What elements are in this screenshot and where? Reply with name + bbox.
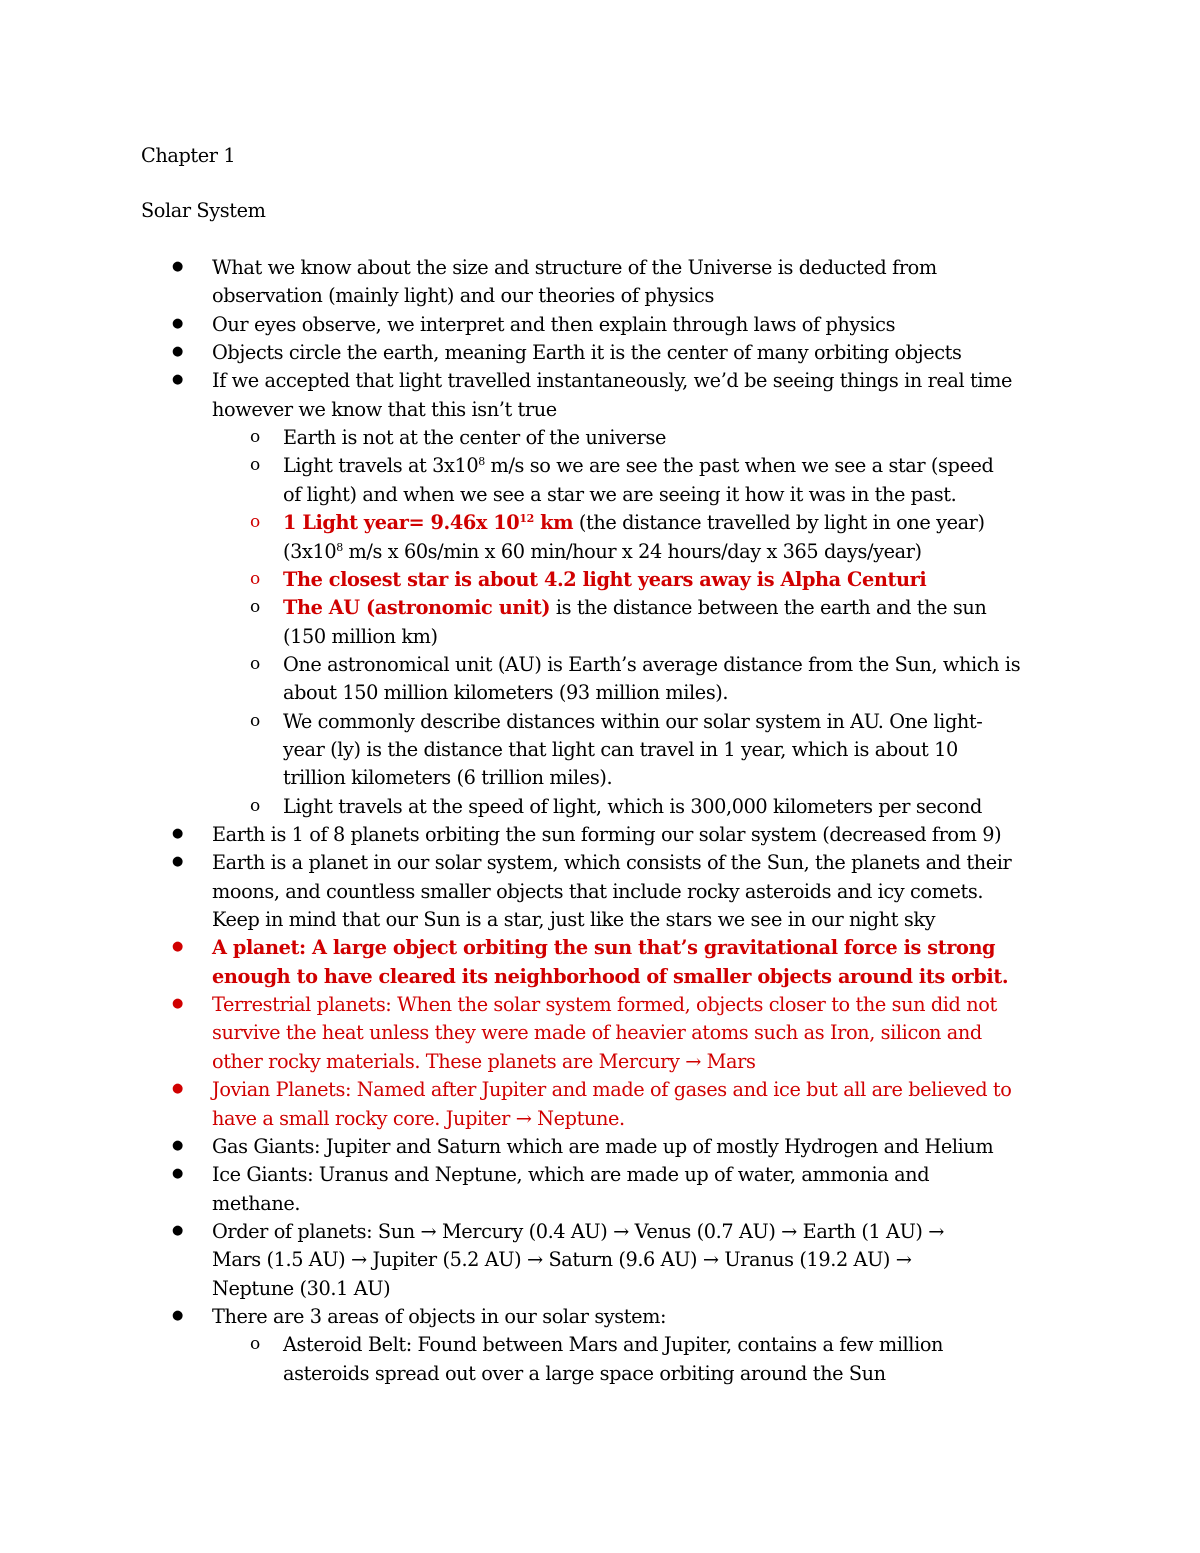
- bullet-text: Ice Giants: Uranus and Neptune, which are made up of water, ammonia and: [212, 1163, 930, 1187]
- bullet-text: Mars (1.5 AU) → Jupiter (5.2 AU) → Saturn (9.6 AU) → Uranus (19.2 AU) →: [212, 1248, 912, 1272]
- sub-bullet-text: [283, 509, 985, 537]
- bullet-text: What we know about the size and structure of the Universe is deducted from: [212, 256, 937, 279]
- sub-bullet-text: One astronomical unit (AU) is Earth’s average distance from the Sun, which is: [283, 652, 1021, 676]
- text-run: 12: [519, 512, 534, 526]
- bullet-text: observation (mainly light) and our theories of physics: [212, 284, 714, 308]
- sub-bullet-text: Earth is not at the center of the universe: [283, 426, 666, 450]
- text-run: is the distance between the earth and the sun: [550, 596, 987, 620]
- text-run: m/s so we are see the past when we see a star (speed: [484, 454, 994, 478]
- bullet-text: Jovian Planets: Named after Jupiter and made of gases and ice but all are believed to: [212, 1078, 1012, 1102]
- bullet-text: methane.: [212, 1191, 301, 1215]
- sub-bullet-text: about 150 million kilometers (93 million miles).: [283, 681, 729, 705]
- sub-bullet-text: [283, 452, 993, 480]
- sub-bullet-text: Asteroid Belt: Found between Mars and Jupiter, contains a few million: [283, 1333, 944, 1357]
- text-run: The closest star is about 4.2 light years away is Alpha Centuri: [283, 567, 927, 591]
- bullet-text: Keep in mind that our Sun is a star, just like the stars we see in our night sky: [212, 908, 936, 932]
- bullet-text: Earth is a planet in our solar system, which consists of the Sun, the planets and their: [212, 851, 1012, 875]
- bullet-marker: ●: [172, 315, 184, 331]
- text-run: m/s x 60s/min x 60 min/hour x 24 hours/day x 365 days/year): [342, 539, 922, 563]
- sub-bullet-marker: o: [250, 653, 261, 674]
- bullet-marker: ●: [172, 1081, 184, 1097]
- bullet-text: Earth is 1 of 8 planets orbiting the sun forming our solar system (decreased from 9): [212, 823, 1002, 846]
- sub-bullet-marker: o: [250, 1334, 261, 1355]
- bullet-text: There are 3 areas of objects in our solar system:: [212, 1304, 667, 1328]
- bullet-text: Order of planets: Sun → Mercury (0.4 AU) → Venus (0.7 AU) → Earth (1 AU) →: [212, 1219, 945, 1243]
- sub-bullet-text: [283, 594, 986, 622]
- sub-bullet-marker: o: [250, 710, 261, 731]
- bullet-text: If we accepted that light travelled instantaneously, we’d be seeing things in real time: [212, 369, 1013, 393]
- bullet-text: A planet: A large object orbiting the sun that’s gravitational force is strong: [212, 936, 996, 960]
- text-run: 8: [478, 455, 485, 469]
- section-heading: Solar System: [141, 199, 266, 222]
- bullet-text: Our eyes observe, we interpret and then explain through laws of physics: [212, 312, 896, 336]
- bullet-text: Neptune (30.1 AU): [212, 1276, 391, 1300]
- sub-bullet-text: Light travels at the speed of light, which is 300,000 kilometers per second: [283, 794, 982, 818]
- bullet-text: have a small rocky core. Jupiter → Neptune.: [212, 1106, 625, 1130]
- sub-bullet-marker: o: [250, 512, 261, 533]
- bullet-marker: ●: [172, 1166, 184, 1182]
- sub-bullet-text: We commonly describe distances within our solar system in AU. One light-: [283, 709, 983, 733]
- text-run: (the distance travelled by light in one year): [573, 511, 985, 535]
- bullet-marker: ●: [172, 1222, 184, 1238]
- bullet-marker: ●: [172, 1307, 184, 1323]
- text-run: Light travels at 3x10: [283, 454, 479, 478]
- bullet-marker: ●: [172, 344, 184, 360]
- bullet-text: other rocky materials. These planets are Mercury → Mars: [212, 1049, 756, 1073]
- text-run: km: [533, 511, 574, 535]
- sub-bullet-text: asteroids spread out over a large space orbiting around the Sun: [283, 1361, 886, 1385]
- sub-bullet-text: [283, 566, 926, 594]
- bullet-marker: ●: [172, 854, 184, 870]
- chapter-title: Chapter 1: [141, 144, 236, 167]
- text-run: 1 Light year= 9.46x 10: [283, 511, 520, 535]
- sub-bullet-marker: o: [250, 427, 261, 448]
- sub-bullet-text: [283, 538, 922, 566]
- sub-bullet-text: year (ly) is the distance that light can travel in 1 year, which is about 10: [283, 737, 958, 761]
- bullet-text: moons, and countless smaller objects that include rocky asteroids and icy comets.: [212, 879, 984, 903]
- text-run: 8: [336, 540, 343, 554]
- sub-bullet-text: of light) and when we see a star we are seeing it how it was in the past.: [283, 482, 957, 506]
- sub-bullet-marker: o: [250, 795, 261, 816]
- bullet-marker: ●: [172, 826, 184, 841]
- sub-bullet-marker: o: [250, 455, 261, 476]
- sub-bullet-marker: o: [250, 597, 261, 618]
- bullet-marker: ●: [172, 372, 184, 388]
- bullet-text: enough to have cleared its neighborhood of smaller objects around its orbit.: [212, 964, 1009, 988]
- bullet-marker: ●: [172, 1137, 184, 1153]
- bullet-text: survive the heat unless they were made of heavier atoms such as Iron, silicon and: [212, 1021, 982, 1045]
- bullet-marker: ●: [172, 259, 184, 274]
- text-run: The AU (astronomic unit): [283, 596, 551, 620]
- bullet-marker: ●: [172, 996, 184, 1012]
- bullet-text: Terrestrial planets: When the solar system formed, objects closer to the sun did not: [212, 993, 997, 1017]
- bullet-text: however we know that this isn’t true: [212, 397, 557, 421]
- sub-bullet-text: trillion kilometers (6 trillion miles).: [283, 766, 613, 790]
- text-run: (3x10: [283, 539, 337, 563]
- sub-bullet-marker: o: [250, 568, 261, 589]
- sub-bullet-text: (150 million km): [283, 624, 438, 648]
- bullet-text: Gas Giants: Jupiter and Saturn which are made up of mostly Hydrogen and Helium: [212, 1134, 994, 1158]
- bullet-marker: ●: [172, 939, 184, 955]
- bullet-text: Objects circle the earth, meaning Earth it is the center of many orbiting objects: [212, 341, 962, 365]
